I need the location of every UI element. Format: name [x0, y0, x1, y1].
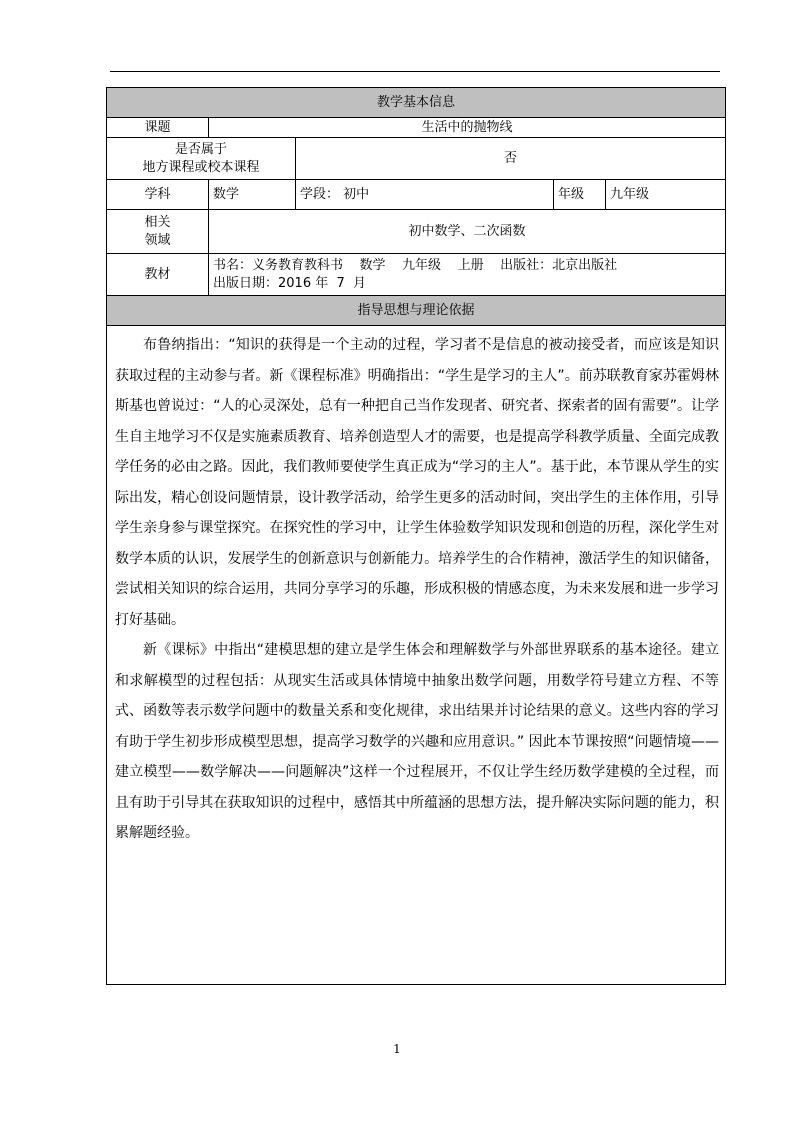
page-number: 1 — [393, 1042, 401, 1056]
field-value: 初中数学、二次函数 — [209, 210, 726, 254]
topic-value: 生活中的抛物线 — [209, 118, 726, 138]
guiding-thought-body-row — [107, 326, 726, 985]
textbook-label: 教材 — [107, 254, 209, 296]
local-course-row — [107, 138, 726, 180]
subject-row — [107, 180, 726, 210]
section-header-row — [107, 88, 726, 118]
section-header-row-2 — [107, 296, 726, 326]
local-course-value: 否 — [296, 138, 726, 180]
guiding-paragraph-1: 布鲁纳指出：“知识的获得是一个主动的过程，学习者不是信息的被动接受者，而应该是知识获取过程的主动参与者。新《课程标准》明确指出：“学生是学习的主人”。前苏联教育家苏霍姆林斯基也曾说过：“人的心灵深处，总有一种把自己当作发现者、研究者、探索者的固有需要”。让学生自主地学习不仅是实施素质教育、培养创造型人才的需要，也是提高学科教学质量、全面完成教学任务的必由之路。因此，我们教师要使学生真正成为“学习的主人”。基于此，本节课从学生的实际出发，精心创设问题情景，设计教学活动，给学生更多的活动时间，突出学生的主体作用，引导学生亲身参与课堂探究。在探究性的学习中，让学生体验数学知识发现和创造的历程，深化学生对数学本质的认识，发展学生的创新意识与创新能力。培养学生的合作精神，激活学生的知识储备，尝试相关知识的综合运用，共同分享学习的乐趣，形成积极的情感态度，为未来发展和进一步学习打好基础。 — [115, 337, 720, 628]
guiding-paragraph-2: 新《课标》中指出“建模思想的建立是学生体会和理解数学与外部世界联系的基本途径。建立和求解模型的过程包括：从现实生活或具体情境中抽象出数学问题，用数学符号建立方程、不等式、函数等表示数学问题中的数量关系和变化规律，求出结果并讨论结果的意义。这些内容的学习有助于学生初步形成模型思想，提高学习数学的兴趣和应用意识。” 因此本节课按照“问题情境——建立模型——数学解决——问题解决”这样一个过程展开，不仅让学生经历数学建模的全过程，而且有助于引导其在获取知识的过程中，感悟其中所蕴涵的思想方法，提升解决实际问题的能力，积累解题经验。 — [115, 642, 720, 841]
textbook-line1: 书名：义务教育教科书 数学 九年级 上册 出版社：北京出版社 — [213, 257, 618, 273]
textbook-line2: 出版日期：2016 年 7 月 — [213, 275, 367, 291]
local-course-label-line2: 地方课程或校本课程 — [142, 159, 260, 175]
subject-label: 学科 — [107, 180, 209, 210]
topic-row — [107, 118, 726, 138]
header-rule — [110, 71, 720, 72]
grade-value: 九年级 — [606, 180, 726, 210]
field-row — [107, 210, 726, 254]
subject-value: 数学 — [209, 180, 296, 210]
grade-label: 年级 — [554, 180, 606, 210]
field-label-line1: 相关 — [144, 214, 171, 230]
textbook-value — [209, 254, 726, 296]
textbook-row — [107, 254, 726, 296]
stage-value: 学段： 初中 — [296, 180, 554, 210]
local-course-label-line1: 是否属于 — [174, 141, 227, 157]
lesson-info-table — [106, 87, 726, 985]
field-label-line2: 领域 — [144, 232, 171, 248]
field-label — [107, 210, 209, 254]
local-course-label — [107, 138, 296, 180]
guiding-thought-body — [107, 326, 726, 985]
topic-label: 课题 — [107, 118, 209, 138]
section-title-guiding-thought: 指导思想与理论依据 — [107, 296, 726, 326]
section-title-basic-info: 教学基本信息 — [107, 88, 726, 118]
